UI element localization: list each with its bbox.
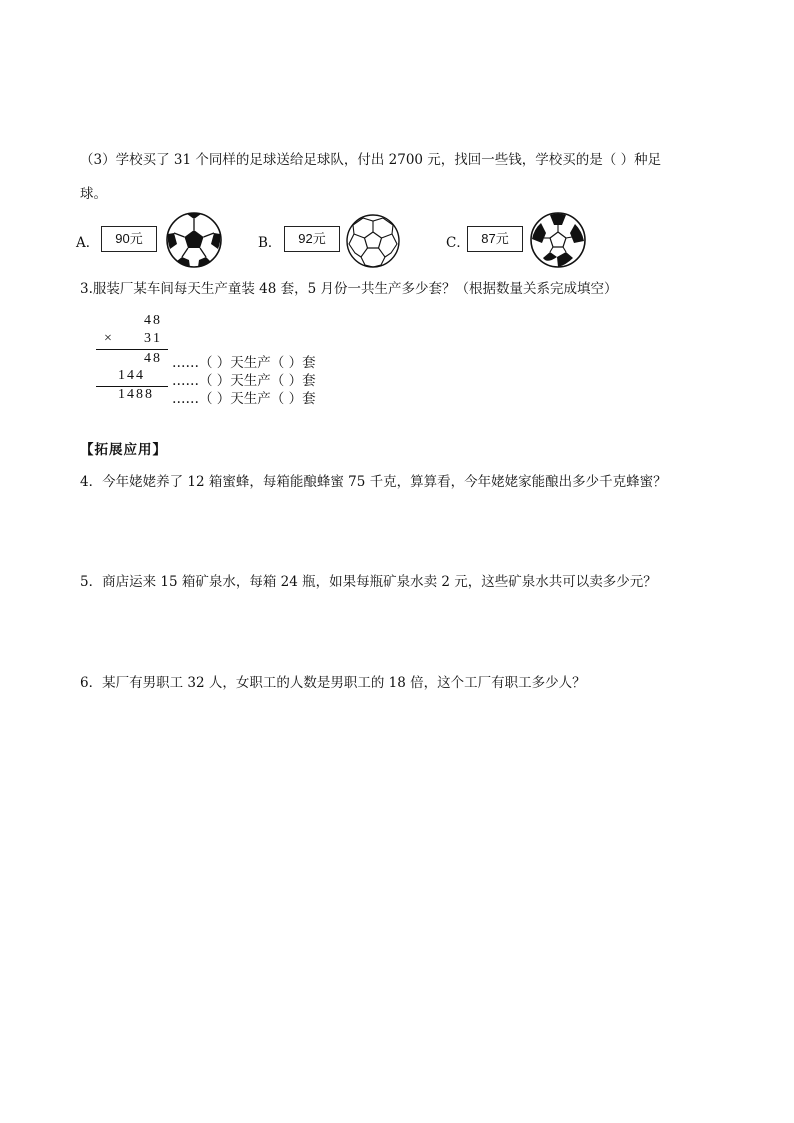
fill-blank-row-3: ……（ ）天生产（ ）套	[172, 391, 316, 407]
option-a-label: A．	[76, 235, 100, 251]
section-heading: 【拓展应用】	[80, 442, 167, 458]
multiplicand: 48	[144, 313, 162, 328]
partial-product-1: 48	[144, 351, 162, 366]
q4-text: 4．今年姥姥养了 12 箱蜜蜂，每箱能酿蜂蜜 75 千克，算算看，今年姥姥家能酿出多少千克蜂蜜？	[80, 474, 667, 490]
soccer-ball-icon	[165, 211, 223, 269]
q3-text: 3.服装厂某车间每天生产童装 48 套，5 月份一共生产多少套？（根据数量关系完成填空）	[80, 281, 618, 297]
q6-text: 6．某厂有男职工 32 人，女职工的人数是男职工的 18 倍，这个工厂有职工多少人？	[80, 675, 586, 691]
option-b-label: B．	[258, 235, 282, 251]
fill-blank-row-2: ……（ ）天生产（ ）套	[172, 373, 316, 389]
q5-text: 5．商店运来 15 箱矿泉水，每箱 24 瓶，如果每瓶矿泉水卖 2 元，这些矿泉水共可以卖多少元？	[80, 574, 657, 590]
fill-blank-row-1: ……（ ）天生产（ ）套	[172, 355, 316, 371]
option-c-price: 87元	[467, 226, 523, 252]
option-b-price: 92元	[284, 226, 340, 252]
soccer-ball-outline-icon	[345, 213, 401, 269]
soccer-ball-icon	[529, 211, 587, 269]
multiply-sign: ×	[104, 331, 114, 346]
partial-product-2: 144	[118, 368, 145, 383]
multiplier: 31	[144, 331, 162, 346]
rule-1	[96, 349, 168, 350]
q3-sub-line2: 球。	[80, 186, 107, 202]
q3-sub-line1: （3）学校买了 31 个同样的足球送给足球队，付出 2700 元，找回一些钱，学校买的是（ ）种足	[80, 152, 662, 168]
final-product: 1488	[118, 387, 154, 402]
option-a-price: 90元	[101, 226, 157, 252]
option-c-label: C．	[446, 235, 470, 251]
